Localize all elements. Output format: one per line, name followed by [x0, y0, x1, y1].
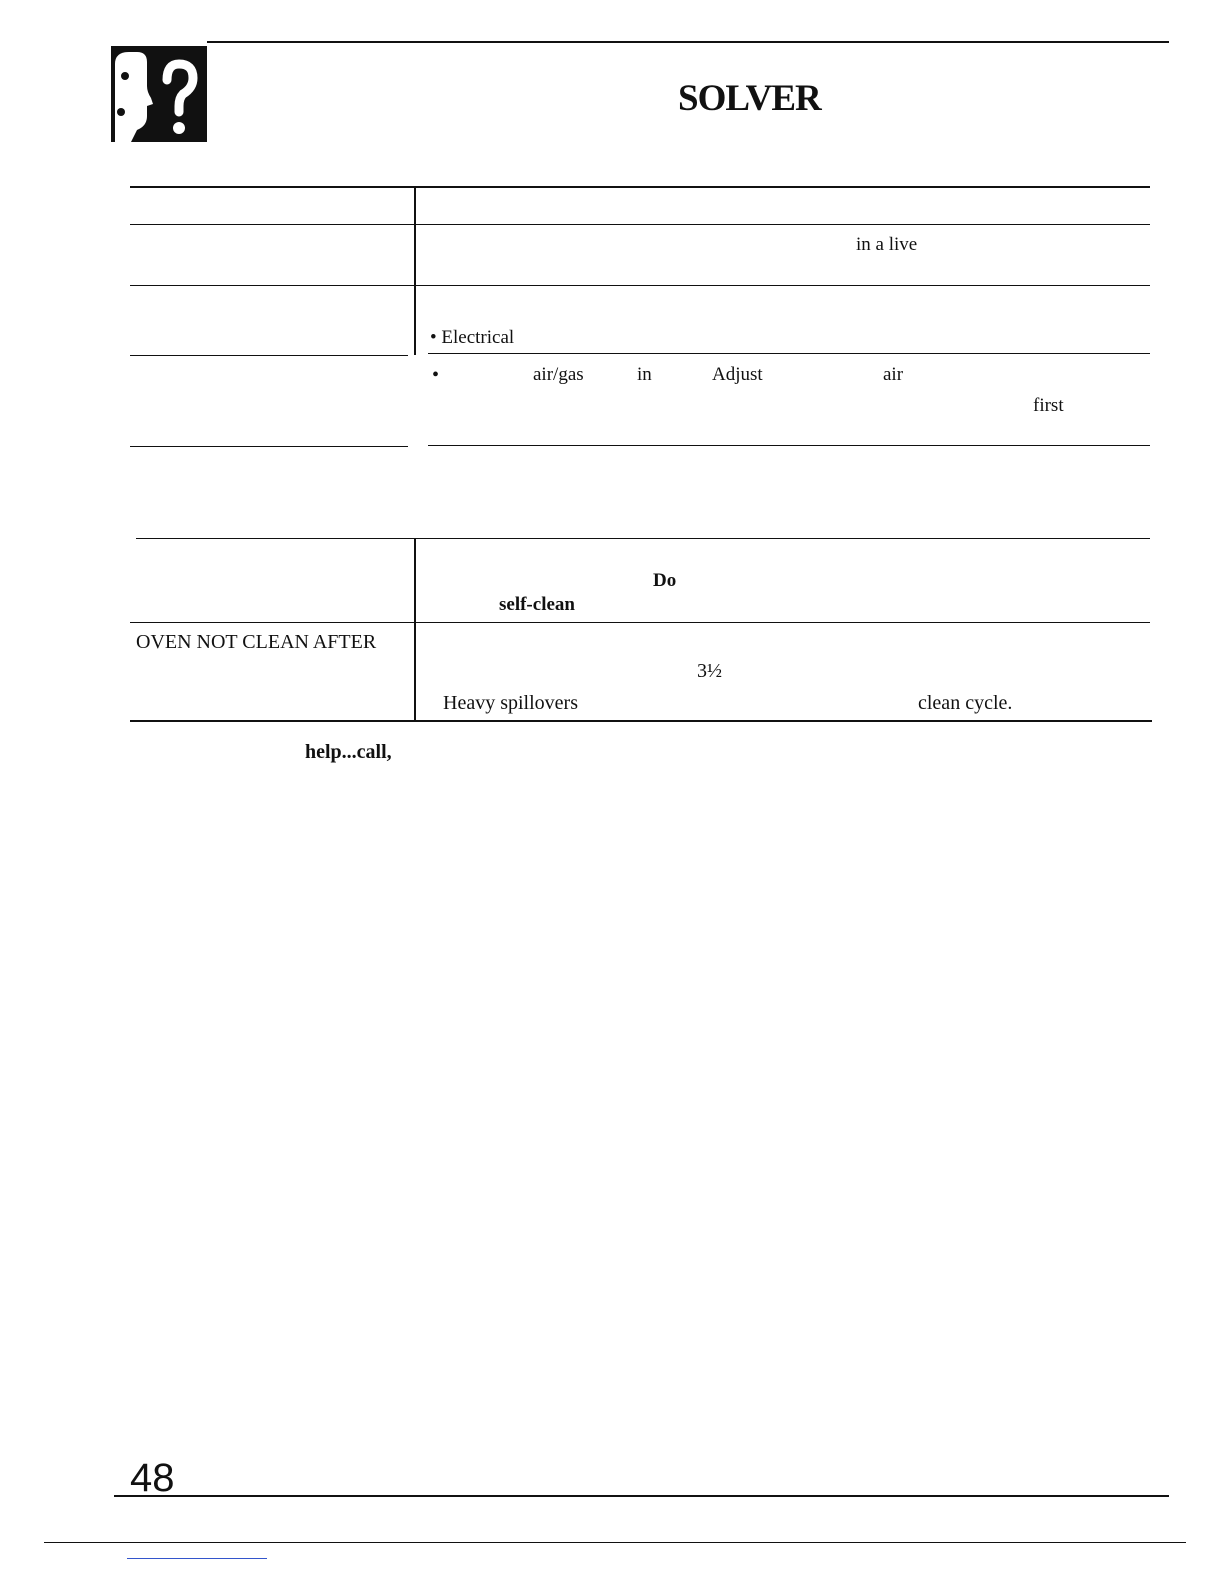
- help-call-text: help...call,: [305, 741, 392, 763]
- column-divider: [414, 186, 416, 355]
- table-header-rule: [130, 224, 1150, 225]
- page-number: 48: [130, 1456, 175, 1500]
- header-rule: [207, 41, 1169, 43]
- link-underline: [127, 1558, 267, 1559]
- solution-fragment: first: [1033, 395, 1064, 416]
- bottom-rule: [44, 1542, 1186, 1543]
- footer-rule: [114, 1495, 1169, 1497]
- solution-fragment: in: [637, 364, 652, 385]
- solution-fragment: air/gas: [533, 364, 584, 385]
- row-divider-right: [428, 353, 1150, 354]
- column-divider: [414, 538, 416, 722]
- row-divider-left: [130, 446, 408, 447]
- row-divider-left: [130, 355, 408, 356]
- table-top-rule: [130, 186, 1150, 188]
- problem-solver-logo: [111, 46, 207, 142]
- page-title: SOLVER: [678, 78, 821, 119]
- row-divider: [130, 285, 1150, 286]
- solution-fragment: clean cycle.: [918, 692, 1013, 714]
- table-bottom-rule: [130, 720, 1152, 722]
- solution-fragment: in a live: [856, 234, 918, 255]
- solution-fragment: Do: [653, 570, 677, 591]
- solution-fragment: air: [883, 364, 904, 385]
- solution-fragment: • Electrical: [430, 327, 515, 348]
- question-face-icon: [111, 46, 207, 142]
- solution-fragment: 3½: [697, 660, 722, 682]
- row-divider: [136, 538, 1150, 539]
- bullet: •: [432, 364, 440, 386]
- solution-fragment: self-clean: [499, 594, 575, 615]
- row-divider-right: [428, 445, 1150, 446]
- problem-label: OVEN NOT CLEAN AFTER: [136, 631, 377, 653]
- solution-fragment: Heavy spillovers: [443, 692, 578, 714]
- solution-fragment: Adjust: [712, 364, 763, 385]
- row-divider: [130, 622, 1150, 623]
